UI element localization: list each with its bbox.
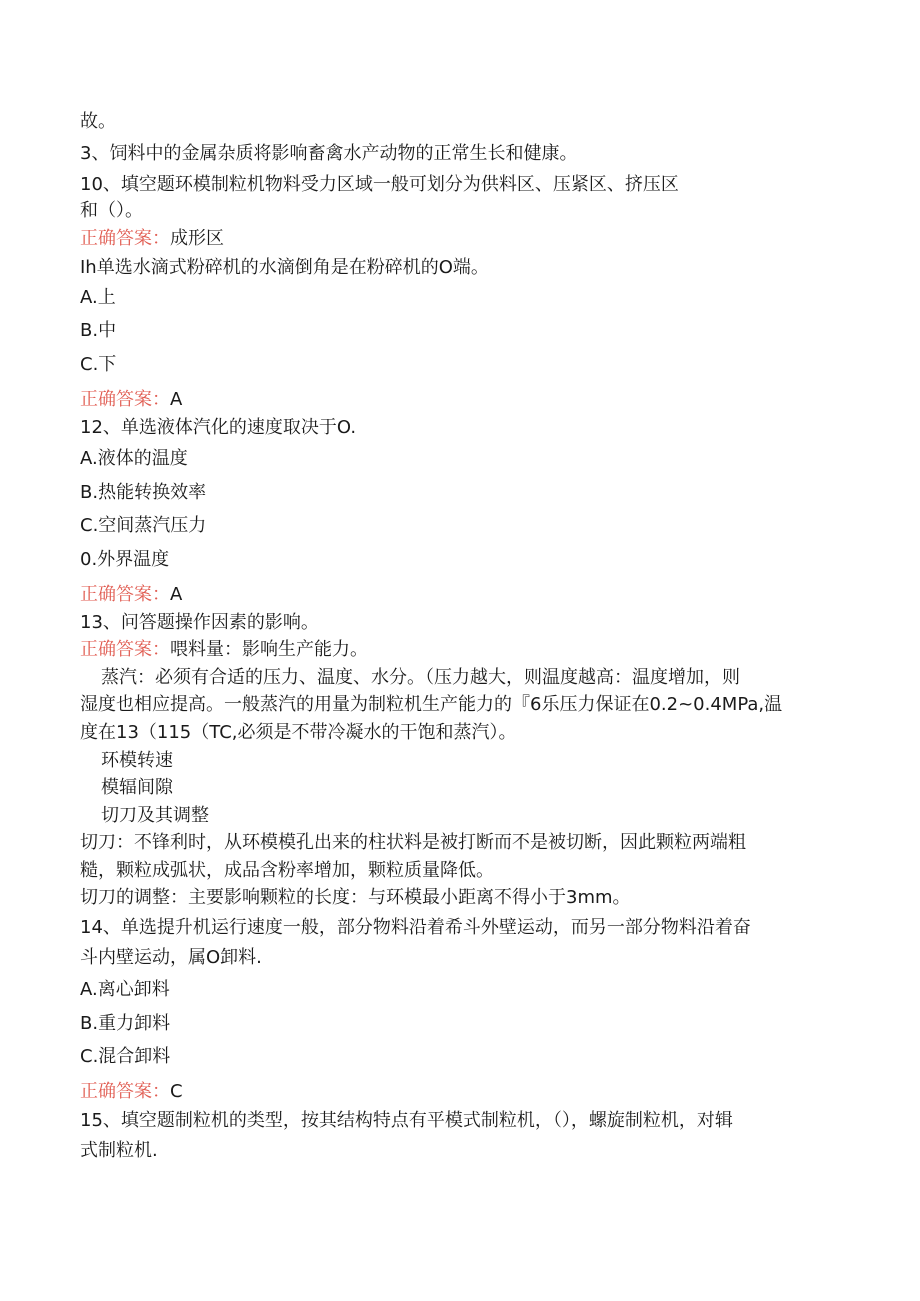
answer-13-cutter-adjust: 切刀的调整：主要影响颗粒的长度：与环模最小距离不得小于3mm。 xyxy=(80,887,631,908)
question-10-cont: 和（）。 xyxy=(80,200,143,221)
answer-13-steam: 蒸汽：必须有合适的压力、温度、水分。（压力越大，则温度越高：温度增加，则 xyxy=(101,667,740,688)
answer-label: 正确答案： xyxy=(80,639,170,660)
option-a: A.离心卸料 xyxy=(80,979,170,1000)
answer-10 xyxy=(80,228,224,250)
answer-13 xyxy=(80,639,368,661)
answer-label: 正确答案： xyxy=(80,228,170,249)
question-12: 12、单选液体汽化的速度取决于O. xyxy=(80,417,357,438)
answer-12 xyxy=(80,584,182,606)
question-14: 14、单选提升机运行速度一般，部分物料沿着希斗外壁运动，而另一部分物料沿着奋 xyxy=(80,917,751,938)
answer-value: 喂料量：影响生产能力。 xyxy=(170,639,368,660)
option-a: A.上 xyxy=(80,287,116,308)
question-13: 13、问答题操作因素的影响。 xyxy=(80,612,319,633)
question-10: 10、填空题环模制粒机物料受力区域一般可划分为供料区、压紧区、挤压区 xyxy=(80,174,679,195)
answer-14 xyxy=(80,1081,183,1103)
answer-13-item: 环模转速 xyxy=(101,750,173,771)
answer-13-item: 切刀及其调整 xyxy=(101,805,209,826)
option-c: C.混合卸料 xyxy=(80,1046,171,1067)
option-b: B.热能转换效率 xyxy=(80,482,207,503)
question-11: Ih单选水滴式粉碎机的水滴倒角是在粉碎机的O端。 xyxy=(80,257,489,278)
option-c: C.空间蒸汽压力 xyxy=(80,515,207,536)
answer-value: C xyxy=(170,1081,183,1102)
statement-3: 3、饲料中的金属杂质将影响畜禽水产动物的正常生长和健康。 xyxy=(80,143,578,164)
answer-13-item: 模辐间隙 xyxy=(101,777,173,798)
option-b: B.重力卸料 xyxy=(80,1013,171,1034)
option-c: C.下 xyxy=(80,354,117,375)
option-b: B.中 xyxy=(80,320,117,341)
question-15: 15、填空题制粒机的类型，按其结构特点有平模式制粒机，（），螺旋制粒机，对辑 xyxy=(80,1110,733,1131)
answer-13-cutter-cont: 糙，颗粒成弧状，成品含粉率增加，颗粒质量降低。 xyxy=(80,860,494,881)
answer-value: 成形区 xyxy=(170,228,224,249)
answer-11 xyxy=(80,389,182,411)
option-d: 0.外界温度 xyxy=(80,549,170,570)
answer-13-cutter: 切刀：不锋利时，从环模模孔出来的柱状料是被打断而不是被切断，因此颗粒两端粗 xyxy=(80,832,746,853)
question-15-cont: 式制粒机. xyxy=(80,1140,158,1161)
answer-13-steam-cont: 湿度也相应提高。一般蒸汽的用量为制粒机生产能力的『6乐压力保证在0.2~0.4MPa,温 xyxy=(80,694,783,715)
answer-value: A xyxy=(170,584,183,605)
answer-13-steam-cont: 度在13（115（TC,必须是不带冷凝水的干饱和蒸汽）。 xyxy=(80,722,517,743)
option-a: A.液体的温度 xyxy=(80,448,188,469)
answer-label: 正确答案： xyxy=(80,584,170,605)
answer-value: A xyxy=(170,389,183,410)
answer-label: 正确答案： xyxy=(80,1081,170,1102)
question-14-cont: 斗内壁运动，属O卸料. xyxy=(80,947,262,968)
answer-label: 正确答案： xyxy=(80,389,170,410)
text-line: 故。 xyxy=(80,111,116,132)
